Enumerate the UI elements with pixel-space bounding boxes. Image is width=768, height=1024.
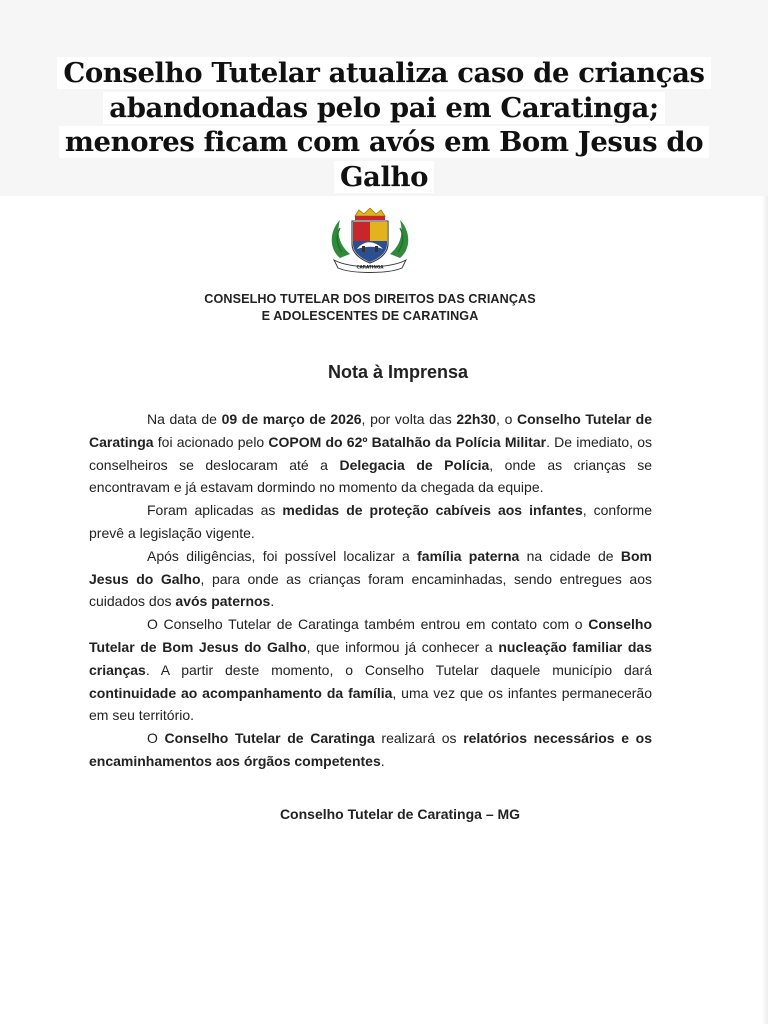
text-run: . De imediato, os conselheiros se deslocaram até a	[89, 433, 653, 473]
text-run: Na data de	[147, 411, 222, 427]
headline	[40, 56, 728, 194]
organization-line-1: CONSELHO TUTELAR DOS DIREITOS DAS CRIANÇAS	[204, 292, 536, 306]
bold-text-run: Conselho Tutelar de Caratinga	[89, 411, 652, 450]
bold-text-run: Conselho Tutelar de Bom Jesus do Galho	[89, 616, 652, 655]
bold-text-run: 22h30	[456, 411, 497, 427]
organization-header	[150, 291, 590, 325]
headline-line: Conselho Tutelar atualiza caso de crianças	[57, 57, 710, 89]
text-run: realizará os	[374, 730, 464, 747]
document-body	[89, 408, 652, 773]
coat-of-arms-icon	[326, 208, 414, 274]
body-paragraph	[89, 408, 652, 499]
headline-line: abandonadas pelo pai em Caratinga;	[103, 92, 664, 124]
text-run: Foram aplicadas as	[147, 502, 283, 519]
bold-text-run: nucleação familiar das crianças	[89, 638, 652, 678]
text-run: O Conselho Tutelar de Caratinga também entrou em contato com o	[147, 616, 589, 633]
bold-text-run: Delegacia de Polícia	[339, 456, 490, 473]
bold-text-run: COPOM do 62º Batalhão da Polícia Militar	[268, 433, 547, 450]
bold-text-run: família paterna	[417, 547, 520, 564]
document-title: Nota à Imprensa	[327, 362, 469, 382]
bold-text-run: Conselho Tutelar de Caratinga	[164, 730, 375, 747]
body-paragraph	[89, 613, 652, 727]
bold-text-run: avós paternos	[175, 593, 271, 610]
body-paragraph	[89, 727, 652, 773]
signature: Conselho Tutelar de Caratinga – MG	[279, 806, 521, 822]
text-run: .	[380, 752, 385, 769]
organization-line-2: E ADOLESCENTES DE CARATINGA	[261, 309, 479, 323]
text-run: , para onde as crianças foram encaminhadas, sendo entregues aos cuidados dos	[89, 570, 652, 610]
bold-text-run: relatórios necessários e os encaminhamentos aos órgãos competentes	[89, 730, 652, 769]
headline-line: Galho	[334, 161, 434, 193]
text-run: , uma vez que os infantes permanecerão em seu território.	[89, 684, 653, 724]
text-run: na cidade de	[519, 547, 621, 564]
text-run: , o	[496, 411, 517, 427]
bold-text-run: 09 de março de 2026	[221, 411, 362, 427]
text-run: . A partir deste momento, o Conselho Tutelar daquele município dará	[145, 661, 652, 678]
text-run: , que informou já conhecer a	[306, 638, 499, 655]
text-run: , onde as crianças se encontravam e já estavam dormindo no momento da chegada da equipe.	[89, 456, 653, 496]
text-run: foi acionado pelo	[153, 433, 269, 450]
document-edge-shadow	[762, 196, 768, 1024]
text-run: , por volta das	[361, 411, 457, 427]
bold-text-run: Bom Jesus do Galho	[89, 547, 652, 587]
text-run: .	[270, 593, 275, 610]
crest-ribbon-text: CARATINGA	[356, 264, 384, 270]
text-run: , conforme prevê a legislação vigente.	[89, 502, 653, 541]
body-paragraph	[89, 499, 652, 545]
body-paragraph	[89, 545, 652, 613]
bold-text-run: medidas de proteção cabíveis aos infantes	[282, 502, 583, 519]
bold-text-run: continuidade ao acompanhamento da família	[89, 684, 393, 701]
headline-line: menores ficam com avós em Bom Jesus do	[59, 126, 709, 158]
text-run: O	[147, 730, 165, 747]
text-run: Após diligências, foi possível localizar a	[147, 547, 418, 564]
